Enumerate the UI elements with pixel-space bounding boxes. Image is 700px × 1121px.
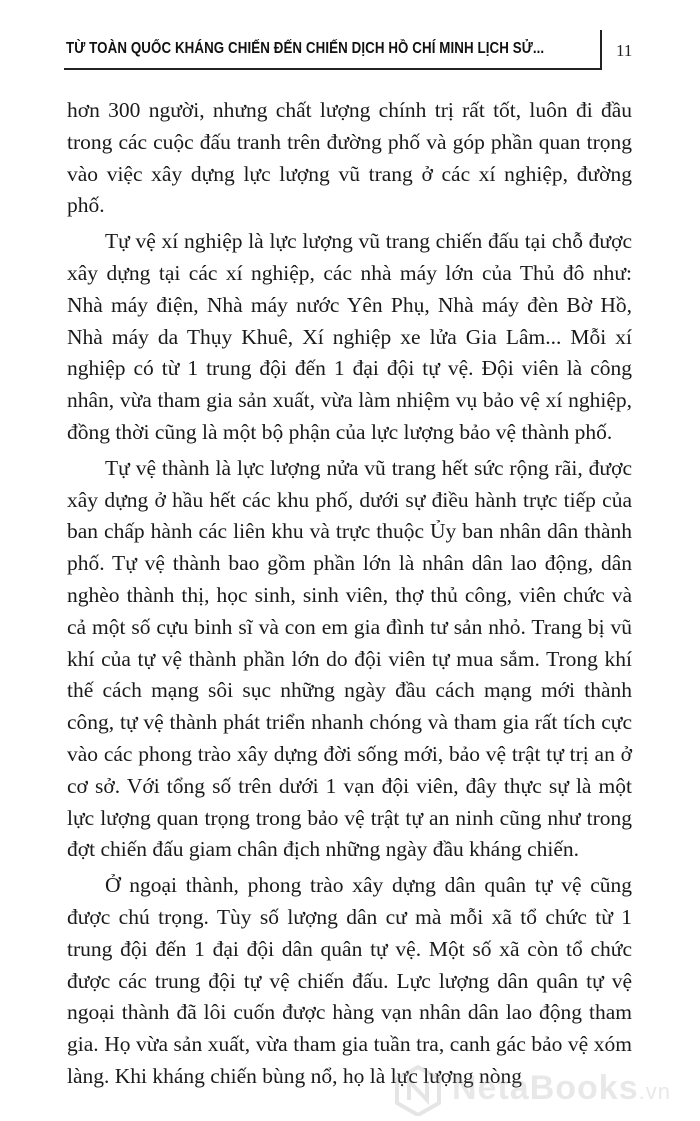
netabooks-logo-icon	[392, 1064, 444, 1116]
header-divider	[600, 30, 602, 70]
watermark-text	[452, 1069, 671, 1108]
running-title: TỪ TOÀN QUỐC KHÁNG CHIẾN ĐẾN CHIẾN DỊCH HỒ CHÍ MINH LỊCH SỬ...	[66, 40, 545, 57]
paragraph: Tự vệ thành là lực lượng nửa vũ trang hết sức rộng rãi, được xây dựng ở hầu hết các khu phố, dưới sự điều hành trực tiếp của ban chấp hành các liên khu và trực thuộc Ủy ban nhân dân thành phố. Tự vệ thành bao gồm phần lớn là nhân dân lao động, dân nghèo thành thị, học sinh, sinh viên, thợ thủ công, viên chức và cả một số cựu binh sĩ và con em gia đình tư sản nhỏ. Trang bị vũ khí của tự vệ thành phần lớn do đội viên tự mua sắm. Trong khí thế cách mạng sôi sục những ngày đầu cách mạng mới thành công, tự vệ thành phát triển nhanh chóng và tham gia rất tích cực vào các phong trào xây dựng đời sống mới, bảo vệ trật tự trị an ở cơ sở. Với tổng số trên dưới 1 vạn đội viên, đây thực sự là một lực lượng quan trọng trong bảo vệ trật tự an ninh cũng như trong đợt chiến đấu giam chân địch những ngày đầu kháng chiến.	[67, 455, 632, 862]
paragraph: Tự vệ xí nghiệp là lực lượng vũ trang chiến đấu tại chỗ được xây dựng tại các xí nghiệp, các nhà máy lớn của Thủ đô như: Nhà máy điện, Nhà máy nước Yên Phụ, Nhà máy đèn Bờ Hồ, Nhà máy da Thụy Khuê, Xí nghiệp xe lửa Gia Lâm... Mỗi xí nghiệp có từ 1 trung đội đến 1 đại đội tự vệ. Đội viên là công nhân, vừa tham gia sản xuất, vừa làm nhiệm vụ bảo vệ xí nghiệp, đồng thời cũng là một bộ phận của lực lượng bảo vệ thành phố.	[67, 229, 632, 444]
watermark-brand: NetaBooks	[452, 1069, 639, 1107]
paragraph: Ở ngoại thành, phong trào xây dựng dân quân tự vệ cũng được chú trọng. Tùy số lượng dân cư mà mỗi xã tổ chức từ 1 trung đội đến 1 đại đội dân quân tự vệ. Một số xã còn tổ chức được các trung đội tự vệ chiến đấu. Lực lượng dân quân tự vệ ngoại thành đã lôi cuốn được hàng vạn nhân dân lao động tham gia. Họ vừa sản xuất, vừa tham gia tuần tra, canh gác bảo vệ xóm làng. Khi kháng chiến bùng nổ, họ là lực lượng nòng	[67, 873, 632, 1088]
body-text	[67, 95, 632, 1097]
header-rule	[64, 68, 600, 70]
paragraph-continued: hơn 300 người, nhưng chất lượng chính trị rất tốt, luôn đi đầu trong các cuộc đấu tranh trên đường phố và góp phần quan trọng vào việc xây dựng lực lượng vũ trang ở các xí nghiệp, đường phố.	[67, 98, 632, 218]
running-header	[0, 0, 700, 80]
watermark-suffix: .vn	[638, 1079, 671, 1104]
page-number: 11	[616, 41, 633, 60]
